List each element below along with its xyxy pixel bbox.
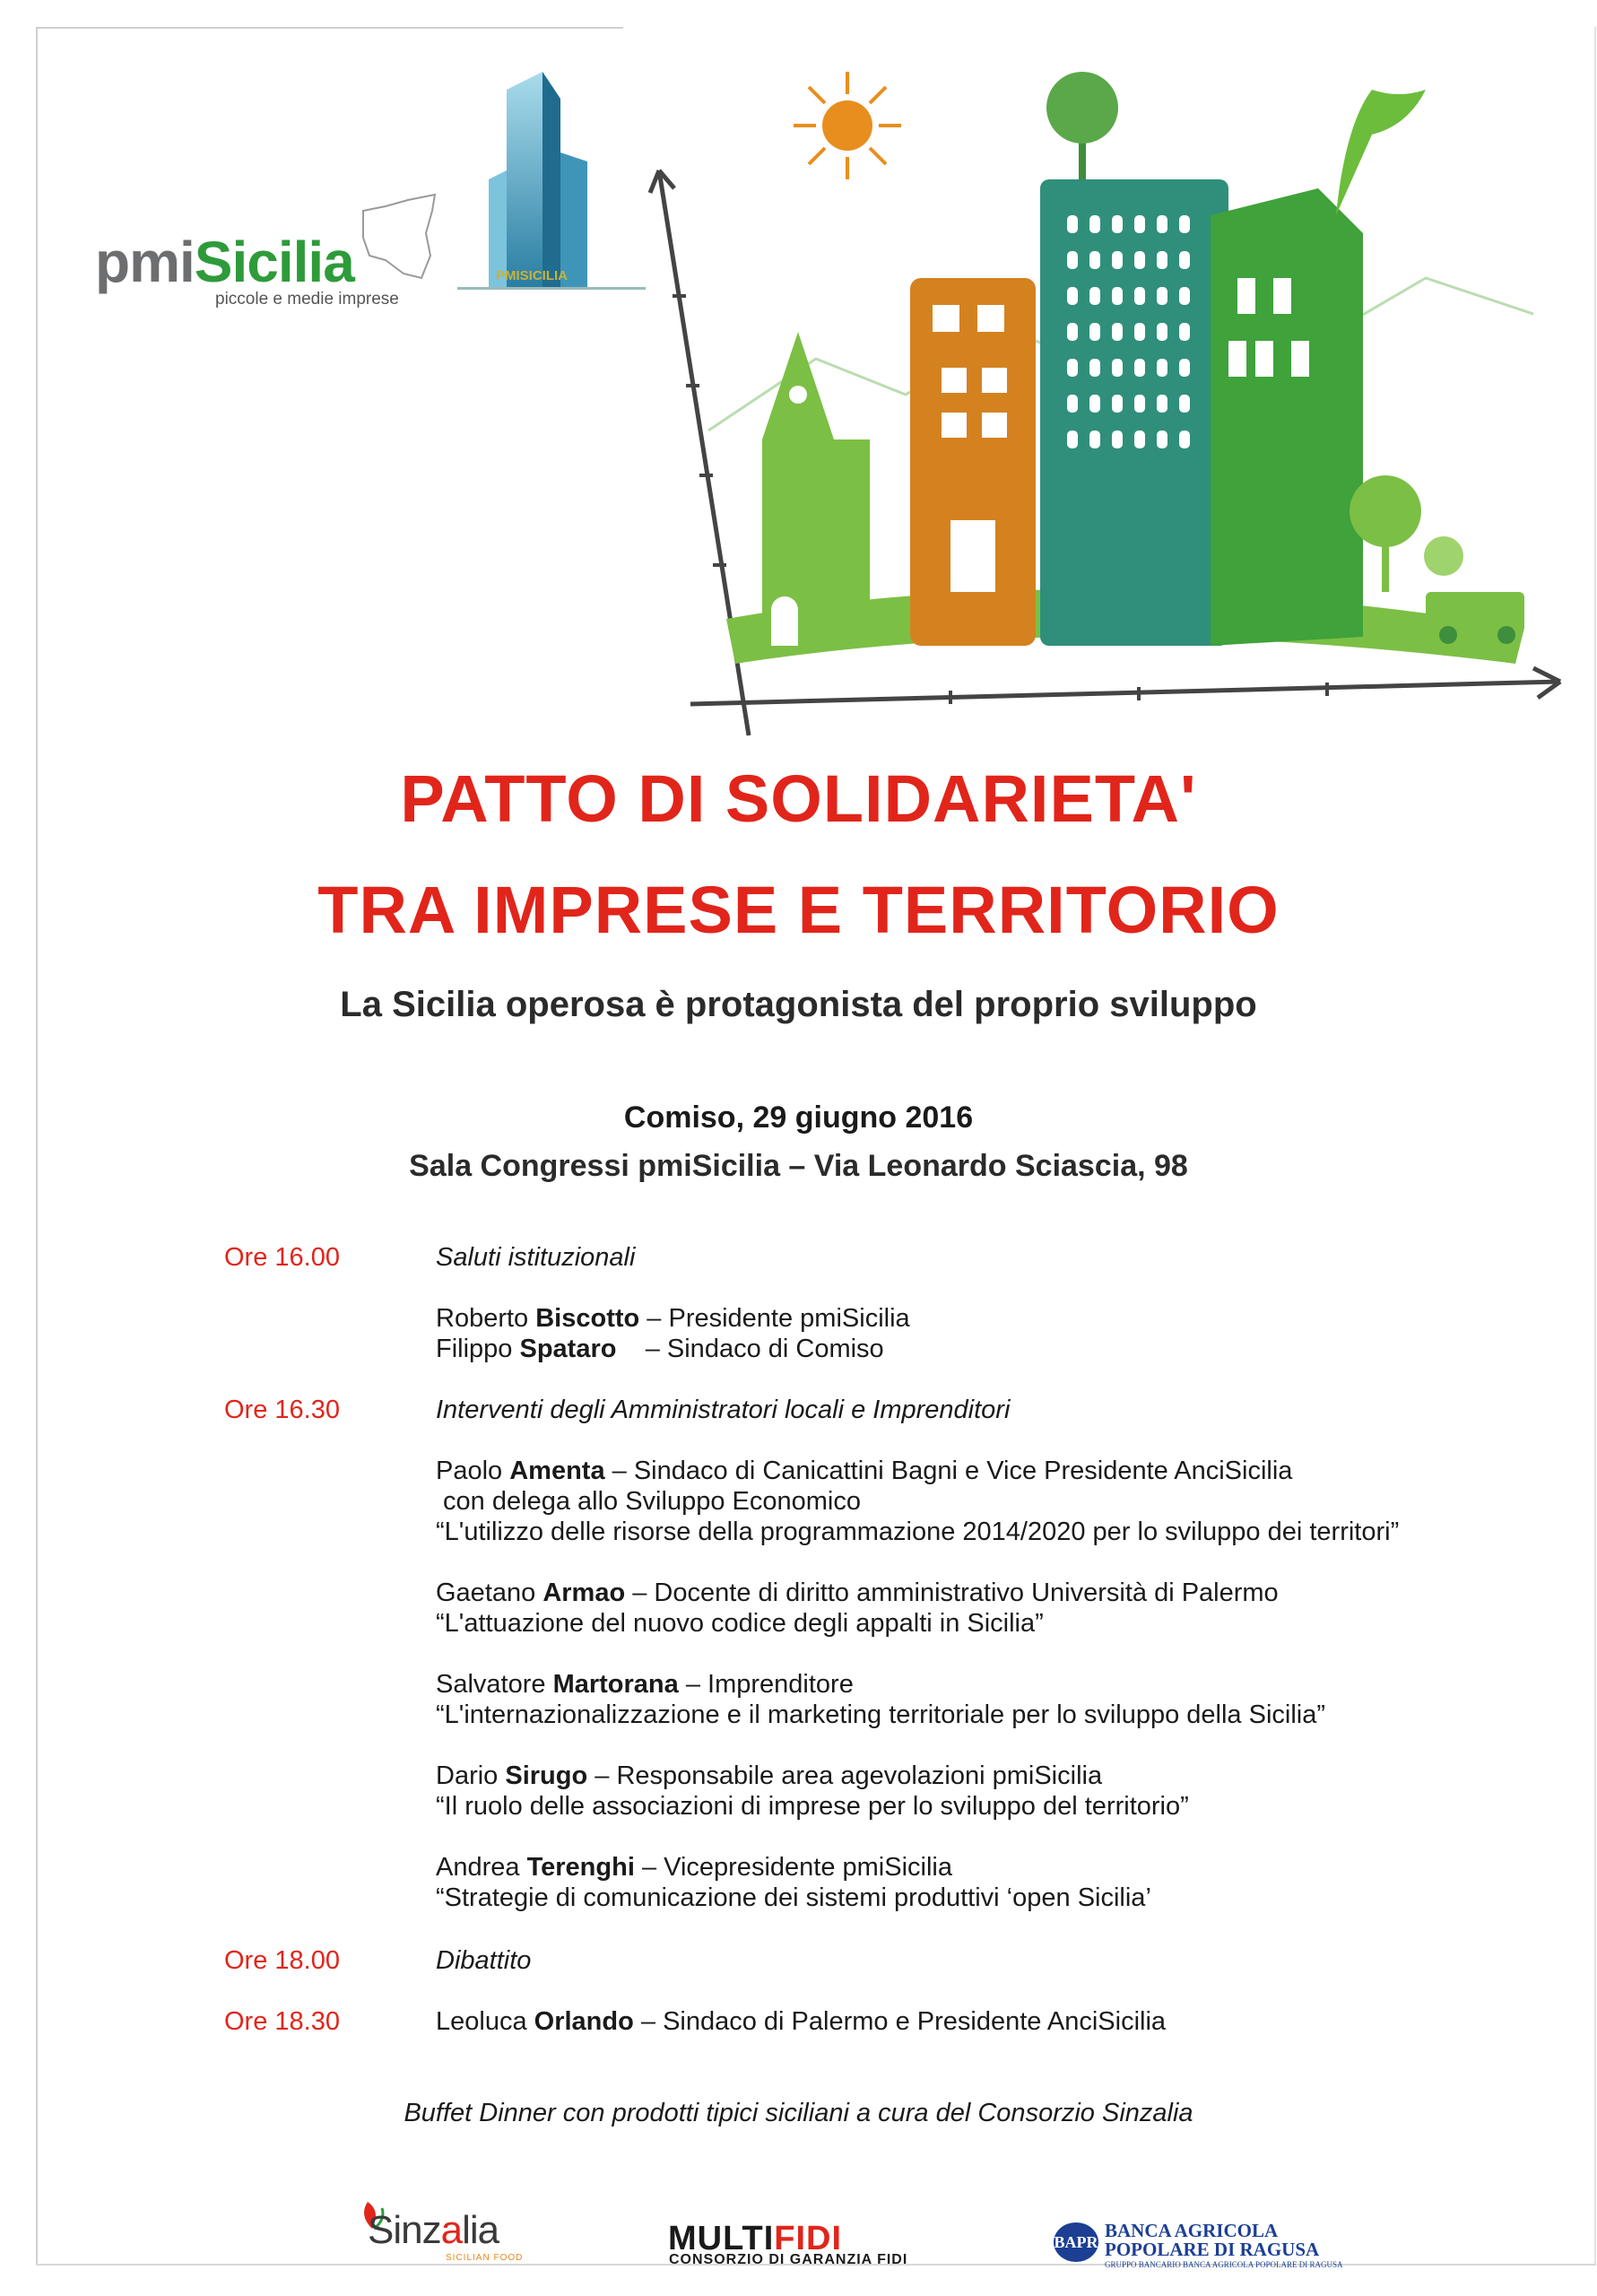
session-title: Interventi degli Amministratori locali e Imprenditori: [436, 1396, 1011, 1424]
title-line-1: PATTO DI SOLIDARIETA': [400, 761, 1197, 836]
hero-illustration: [637, 36, 1578, 753]
sinzalia-logo: [345, 2197, 525, 2269]
footer-note: Buffet Dinner con prodotti tipici siciliani a cura del Consorzio Sinzalia: [404, 2099, 1193, 2127]
green-building: [1211, 188, 1363, 646]
session-time: Ore 16.00: [224, 1243, 340, 1272]
sun-icon: [794, 72, 901, 179]
speaker-line: Roberto Biscotto – Presidente pmiSicilia: [436, 1304, 910, 1333]
tower-base: [457, 287, 646, 290]
multifidi-wordmark: MULTIFIDI: [668, 2220, 843, 2257]
session-title: Dibattito: [436, 1946, 532, 1975]
x-axis: [690, 682, 1560, 704]
teal-building: [1040, 179, 1228, 646]
speaker-line: Paolo Amenta – Sindaco di Canicattini Bagni e Vice Presidente AnciSicilia: [436, 1457, 1293, 1485]
pmisicilia-logo: [90, 193, 439, 318]
tower-caption: PMISICILIA: [496, 268, 568, 283]
talk-title: “L'attuazione del nuovo codice degli appalti in Sicilia”: [436, 1609, 1044, 1638]
tower-logo: [453, 72, 650, 296]
sinzalia-subtitle: SICILIAN FOOD: [446, 2253, 524, 2263]
bank-name-line2: POPOLARE DI RAGUSA: [1105, 2239, 1320, 2260]
small-tree-icon: [1350, 475, 1463, 592]
multifidi-logo: [664, 2220, 915, 2274]
speaker-line: Andrea Terenghi – Vicepresidente pmiSicilia: [436, 1853, 952, 1882]
speaker-line: Filippo Spataro – Sindaco di Comiso: [436, 1335, 884, 1363]
tower-shape: [542, 72, 560, 287]
tree-icon: [1046, 72, 1118, 179]
event-venue: Sala Congressi pmiSicilia – Via Leonardo Sciascia, 98: [409, 1149, 1188, 1183]
bank-name-line3: GRUPPO BANCARIO BANCA AGRICOLA POPOLARE DI RAGUSA: [1105, 2260, 1343, 2269]
sinzalia-wordmark: Sinzalia: [368, 2208, 499, 2252]
speaker-line: Gaetano Armao – Docente di diritto amministrativo Università di Palermo: [436, 1578, 1279, 1607]
event-date: Comiso, 29 giugno 2016: [623, 1100, 974, 1135]
church-building: [762, 332, 870, 646]
tower-shape: [507, 72, 542, 287]
talk-title: “Il ruolo delle associazioni di imprese per lo sviluppo del territorio”: [436, 1792, 1189, 1821]
speaker-line: Leoluca Orlando – Sindaco di Palermo e Presidente AnciSicilia: [436, 2007, 1167, 2036]
speaker-role-continued: con delega allo Sviluppo Economico: [436, 1487, 861, 1516]
title-line-2: TRA IMPRESE E TERRITORIO: [317, 873, 1280, 947]
frame-right-border: [1594, 27, 1596, 2265]
talk-title: “Strategie di comunicazione dei sistemi produttivi ‘open Sicilia’: [436, 1883, 1151, 1912]
pmisicilia-tagline: piccole e medie imprese: [215, 290, 399, 309]
multifidi-subtitle: CONSORZIO DI GARANZIA FIDI: [669, 2252, 908, 2267]
bank-name-line1: BANCA AGRICOLA: [1105, 2220, 1279, 2241]
bank-badge-icon: BAPR: [1054, 2222, 1098, 2262]
frame-left-border: [36, 27, 38, 2265]
talk-title: “L'utilizzo delle risorse della programmazione 2014/2020 per lo sviluppo dei territori”: [436, 1518, 1400, 1546]
sicily-outline-icon: [359, 193, 439, 291]
bank-logo: [1049, 2215, 1354, 2278]
session-time: Ore 18.00: [224, 1946, 340, 1975]
orange-building: [910, 278, 1036, 646]
sprout-icon: [1336, 90, 1426, 215]
speaker-line: Dario Sirugo – Responsabile area agevolazioni pmiSicilia: [436, 1761, 1103, 1790]
session-time: Ore 16.30: [224, 1396, 340, 1424]
session-time: Ore 18.30: [224, 2007, 340, 2036]
subtitle: La Sicilia operosa è protagonista del proprio sviluppo: [340, 985, 1257, 1024]
frame-top-border: [36, 27, 623, 29]
tower-shape: [560, 152, 587, 287]
talk-title: “L'internazionalizzazione e il marketing territoriale per lo sviluppo della Sicilia”: [436, 1700, 1326, 1729]
speaker-line: Salvatore Martorana – Imprenditore: [436, 1670, 854, 1699]
session-title: Saluti istituzionali: [436, 1243, 636, 1272]
pmisicilia-wordmark: pmiSicilia: [95, 230, 354, 294]
